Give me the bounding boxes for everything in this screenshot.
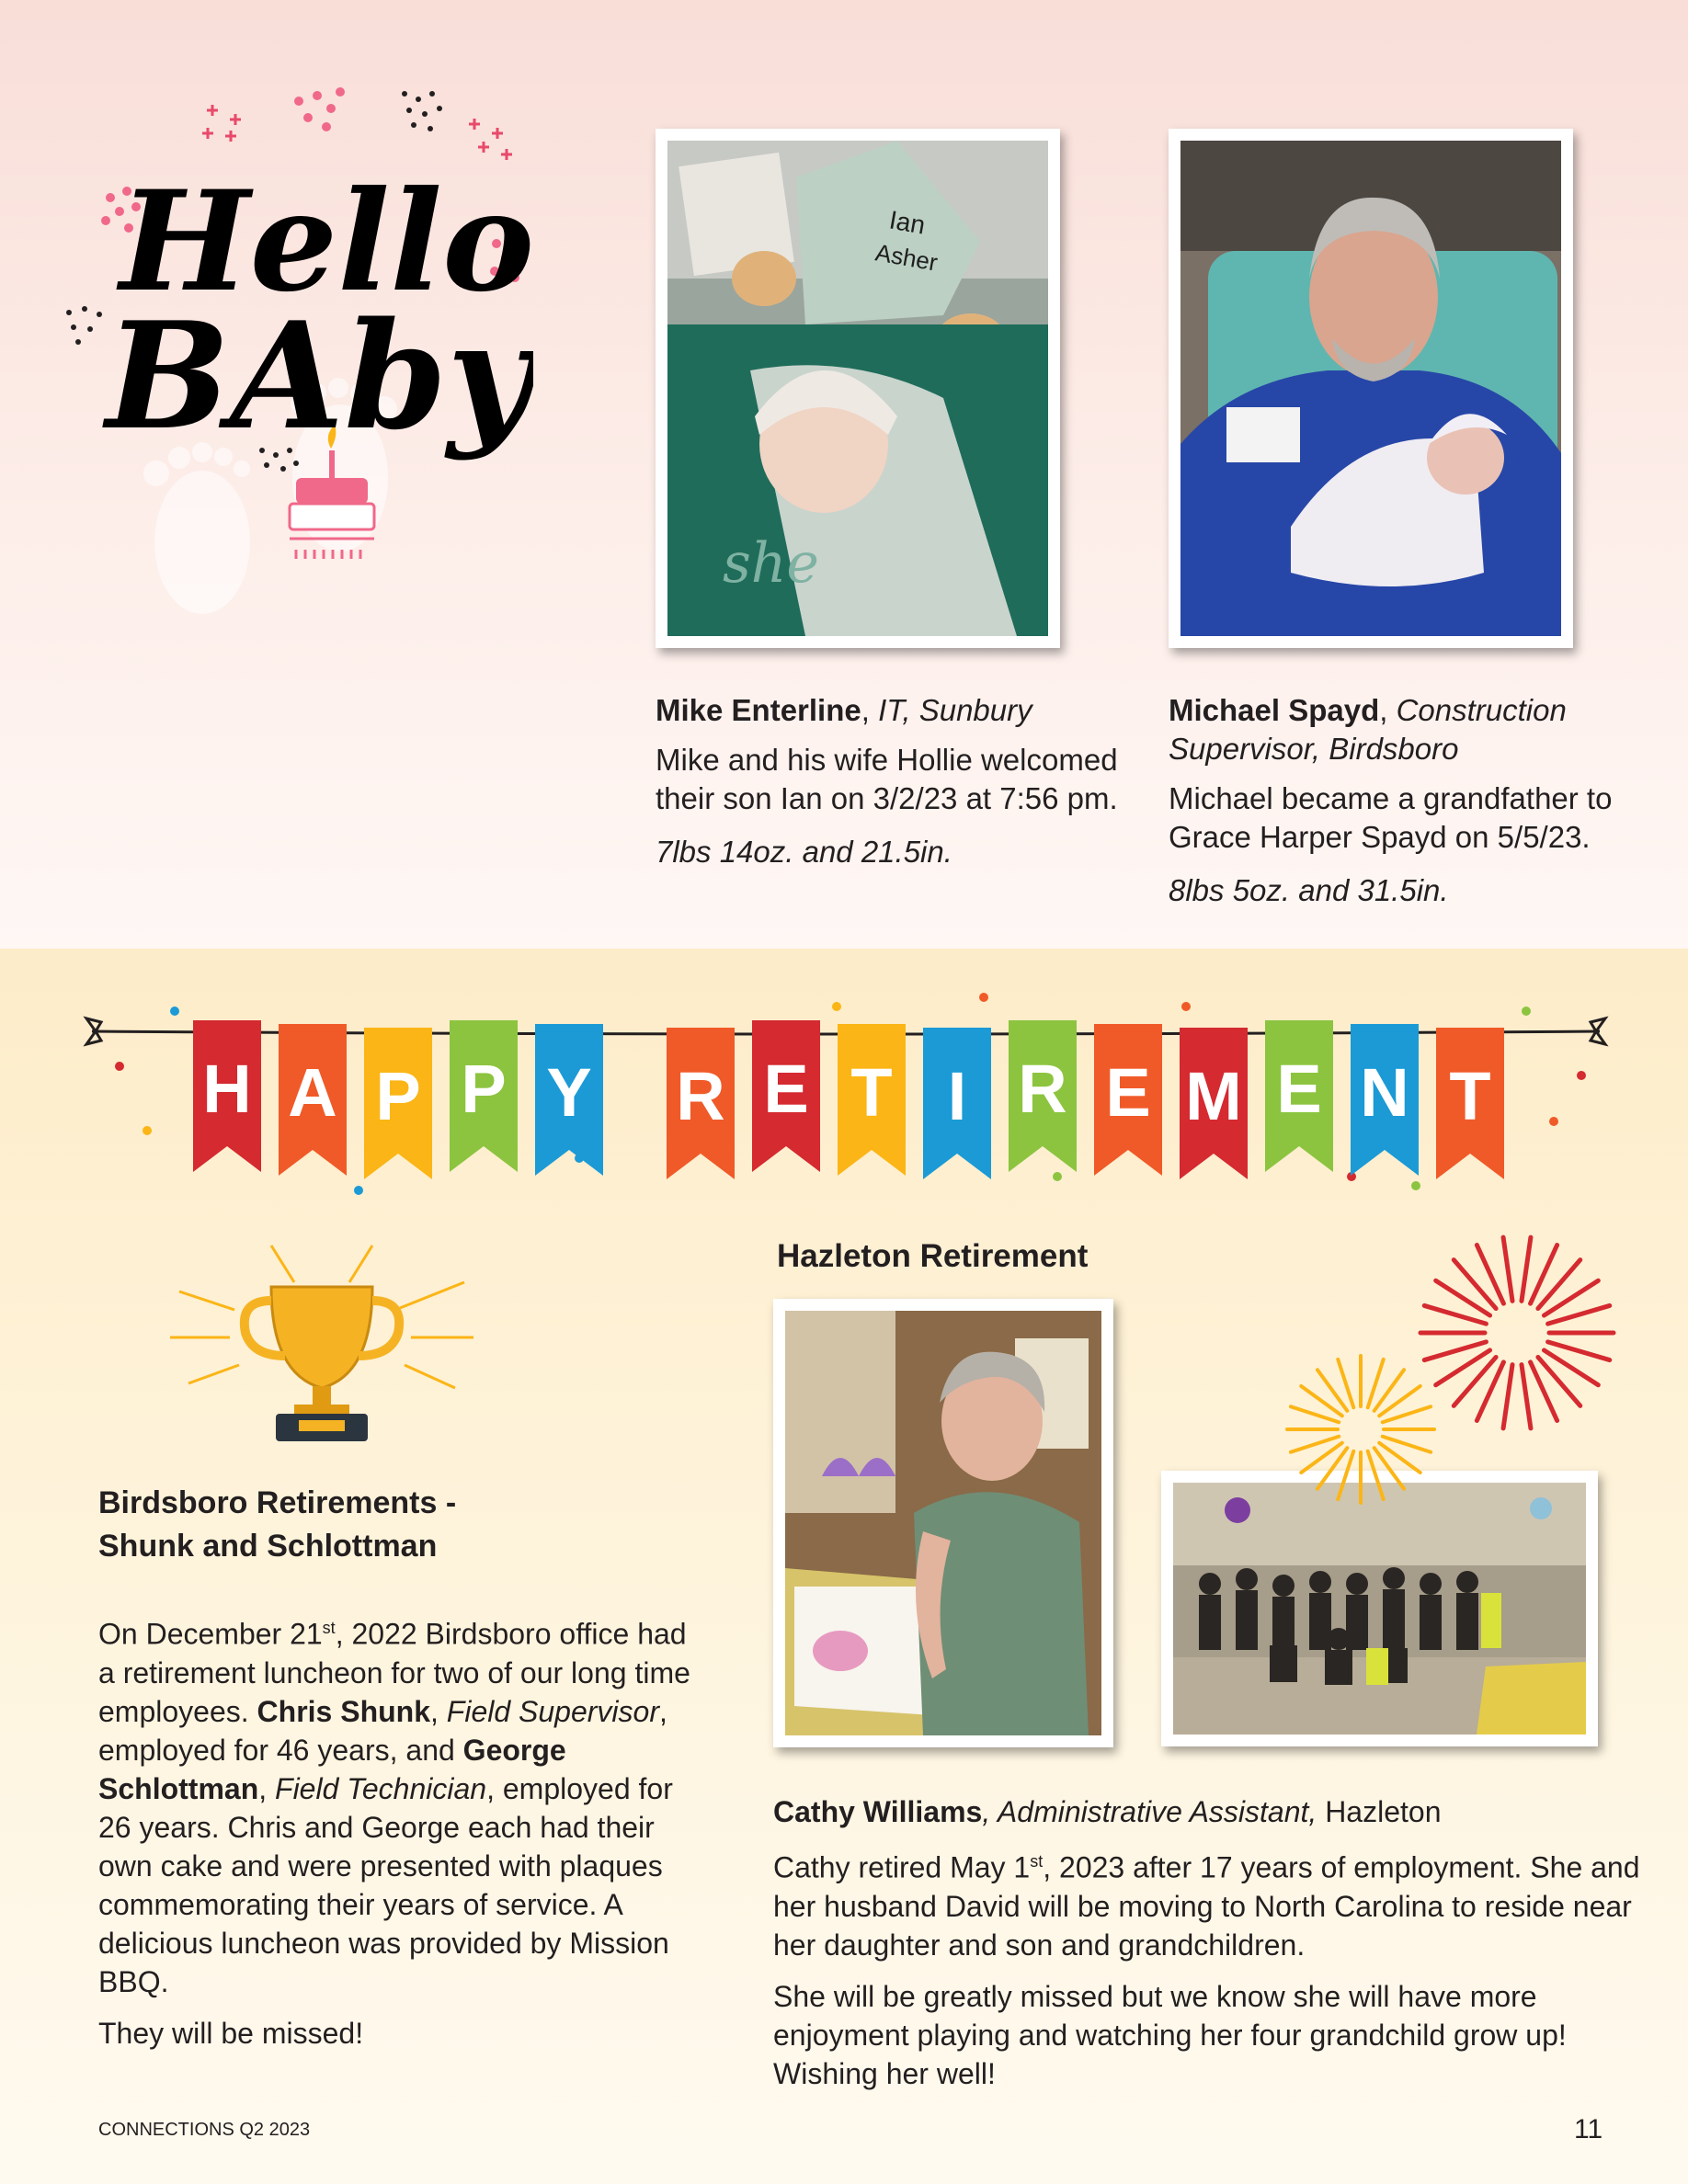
- baby-parent-name: Mike Enterline: [656, 693, 861, 727]
- hazleton-article: [773, 1792, 1647, 2093]
- banner-letter: Y: [546, 1054, 592, 1131]
- banner-letter: E: [1105, 1054, 1151, 1131]
- banner-letter: T: [1449, 1058, 1491, 1134]
- birdsboro-heading-line1: Birdsboro Retirements -: [98, 1485, 457, 1520]
- confetti-dot: [1411, 1181, 1420, 1190]
- grandfather-grace-image: [1180, 141, 1561, 636]
- banner-letter: T: [850, 1054, 893, 1131]
- confetti-dot: [1181, 1002, 1191, 1011]
- confetti-dot: [115, 1062, 124, 1071]
- firework-burst: [1287, 1356, 1434, 1503]
- baby-stats: 7lbs 14oz. and 21.5in.: [656, 835, 952, 869]
- hello-baby-graphic: [55, 83, 533, 634]
- baby-parent-name: Michael Spayd: [1169, 693, 1380, 727]
- banner-letter: E: [763, 1051, 809, 1127]
- footer-publication: CONNECTIONS Q2 2023: [98, 2120, 311, 2140]
- hazleton-sup: st: [1030, 1852, 1044, 1871]
- baby-parent-role: IT, Sunbury: [878, 693, 1032, 727]
- banner-letter: H: [202, 1051, 252, 1127]
- confetti-dot: [170, 1007, 179, 1016]
- baby-text: BAby: [106, 290, 533, 462]
- birdsboro-heading: [98, 1482, 696, 1568]
- cathy-cake-image: [785, 1311, 1101, 1735]
- birdsboro-text-rest: , employed for 26 years. Chris and George each had their own cake and were presented with plaques commemorating their years of service. A delicious luncheon was provided by Mission BBQ.: [98, 1771, 673, 1998]
- svg-text:Asher: Asher: [873, 238, 941, 277]
- firework-burst: [1420, 1237, 1614, 1428]
- retiree-role: , Administrative Assistant,: [982, 1795, 1317, 1828]
- confetti-dot: [1522, 1007, 1531, 1016]
- banner-letter: N: [1360, 1054, 1409, 1131]
- birdsboro-article: [98, 1482, 696, 2053]
- confetti-dot: [979, 993, 988, 1002]
- hazleton-heading: Hazleton Retirement: [777, 1238, 1089, 1274]
- hello-baby-art: [55, 83, 533, 634]
- hazleton-paragraph-1: [773, 1842, 1647, 1964]
- hazleton-text-rest: , 2023 after 17 years of employment. She and her husband David will be moving to North Carolina to reside near her daughter and son and grandchildren.: [773, 1850, 1640, 1962]
- baby-announcement: Michael became a grandfather to Grace Harper Spayd on 5/5/23.: [1169, 781, 1613, 854]
- trophy-graphic: [170, 1236, 473, 1448]
- separator-2: ,: [258, 1771, 276, 1805]
- svg-text:Ian: Ian: [886, 205, 928, 240]
- confetti-dot: [143, 1126, 152, 1135]
- baby-parent-role: Construction Supervisor, Birdsboro: [1169, 693, 1567, 766]
- employee-role-1: Field Supervisor: [446, 1694, 659, 1728]
- banner-letter: A: [288, 1054, 337, 1131]
- hazleton-paragraph-2: She will be greatly missed but we know she will have more enjoyment playing and watching her four grandchild grow up! Wishing her well!: [773, 1979, 1567, 2090]
- banner-letter: R: [1018, 1051, 1067, 1127]
- baby-photo-grace: [1169, 129, 1573, 648]
- hello-text: Hello: [120, 161, 533, 323]
- hazleton-text-start: Cathy retired May 1: [773, 1850, 1031, 1884]
- banner-letter: P: [375, 1058, 421, 1134]
- retiree-location: Hazleton: [1317, 1795, 1442, 1828]
- birdsboro-text-mid: , 2022 Birdsboro office had a retirement luncheon for two of our long time employees.: [98, 1617, 690, 1728]
- svg-text:she: she: [723, 531, 819, 596]
- baby-photo-ian: [656, 129, 1060, 648]
- baby-ian-image: [667, 141, 1048, 636]
- trophy-icon: [170, 1236, 473, 1448]
- confetti-dot: [1549, 1117, 1558, 1126]
- decor-crosses-icon: [202, 105, 512, 160]
- baby-stats: 8lbs 5oz. and 31.5in.: [1169, 873, 1449, 907]
- birdsboro-heading-line2: Shunk and Schlottman: [98, 1529, 438, 1564]
- employee-role-2: Field Technician: [275, 1771, 487, 1805]
- birdsboro-text-years-1: , employed for 46 years, and: [98, 1694, 667, 1767]
- employee-name-2: George Schlottman: [98, 1733, 566, 1805]
- hazleton-name-line: [773, 1792, 1647, 1831]
- banner-art: [83, 993, 1609, 1204]
- baby-caption-1: Mike Enterline, IT, Sunbury Mike and his wife Hollie welcomed their son Ian on 3/2/23 at 7:56 pm. 7lbs 14oz. and 21.5in.: [656, 691, 1134, 871]
- birdsboro-sup: st: [322, 1619, 336, 1637]
- cathy-cake-photo: [773, 1299, 1113, 1747]
- banner-letter: M: [1185, 1058, 1242, 1134]
- banner-letter: P: [461, 1051, 507, 1127]
- confetti-dot: [1053, 1172, 1062, 1181]
- fireworks-icon: [1223, 1232, 1646, 1544]
- separator-1: ,: [430, 1694, 447, 1728]
- retiree-name: Cathy Williams: [773, 1795, 983, 1828]
- employee-name-1: Chris Shunk: [257, 1694, 430, 1728]
- baby-caption-2: Michael Spayd, Construction Supervisor, Birdsboro Michael became a grandfather to Grace Harper Spayd on 5/5/23. 8lbs 5oz. and 31.5in.: [1169, 691, 1637, 910]
- fireworks-graphic: [1223, 1232, 1646, 1544]
- confetti-dot: [354, 1186, 363, 1195]
- confetti-dot: [1577, 1071, 1586, 1080]
- baby-announcement: Mike and his wife Hollie welcomed their son Ian on 3/2/23 at 7:56 pm.: [656, 743, 1118, 815]
- birdsboro-text-start: On December 21: [98, 1617, 323, 1651]
- birdsboro-closing: They will be missed!: [98, 2016, 364, 2050]
- birdsboro-paragraph: [98, 1609, 696, 2001]
- banner-letter: R: [676, 1058, 725, 1134]
- footer-page-number: 11: [1574, 2114, 1603, 2144]
- confetti-dot: [832, 1002, 841, 1011]
- banner-letter: I: [947, 1058, 967, 1134]
- banner-letter: E: [1276, 1051, 1322, 1127]
- happy-retirement-banner: [83, 993, 1609, 1204]
